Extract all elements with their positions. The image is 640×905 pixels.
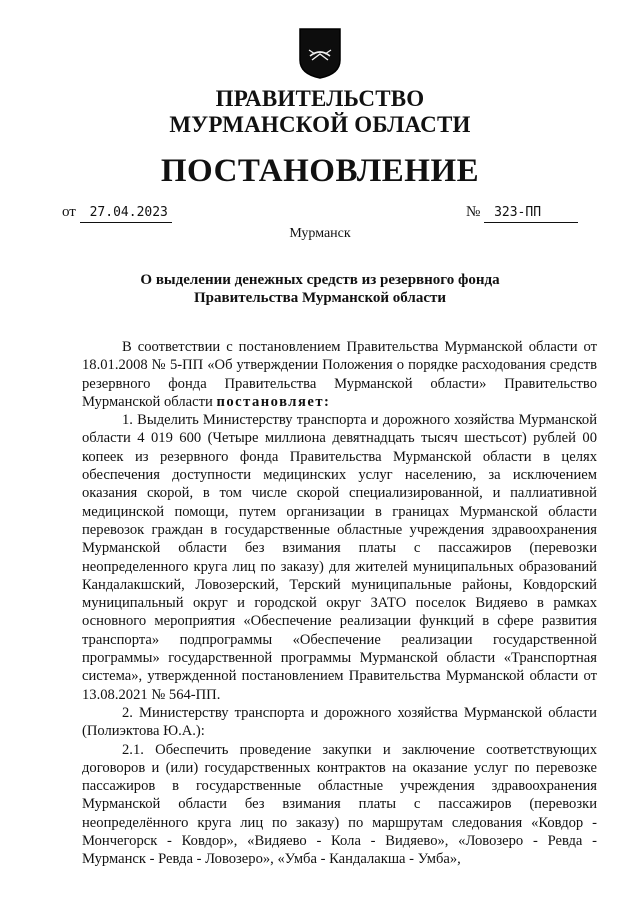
government-title-line1: ПРАВИТЕЛЬСТВО	[215, 86, 425, 111]
paragraph-2: 2. Министерству транспорта и дорожного хозяйства Мурманской области (Полиэктова Ю.А.):	[82, 704, 597, 740]
subject-line1: О выделении денежных средств из резервного фонда	[140, 272, 500, 288]
murmansk-coat-of-arms-icon	[297, 26, 343, 80]
decree-date	[62, 203, 172, 223]
number-prefix: №	[466, 204, 481, 220]
government-title	[0, 86, 640, 138]
intro-text: В соответствии с постановлением Правительства Мурманской области от 18.01.2008 № 5-ПП «Об утверждении Положения о порядке расходования средств резервного фонда Правительства Мурманской области» Правительство Мурманской области	[82, 339, 597, 410]
intro-keyword: постановляет:	[216, 393, 331, 410]
paragraph-1: 1. Выделить Министерству транспорта и дорожного хозяйства Мурманской области 4 019 600 (Четыре миллиона девятнадцать тысяч шестьсот) рублей 00 копеек из резервного фонда Правительства Мурманской области в целях обеспечения доступности медицинских услуг населению, за исключением оказания скорой, в том числе скорой специализированной, и паллиативной медицинской помощи, путем организации в границах Мурманской области перевозок граждан в государственные областные учреждения здравоохранения Мурманской области без взимания платы с пассажиров (перевозки неопределенного круга лиц по заказу) для жителей муниципальных образований Кандалакшский, Ловозерский, Терский муниципальные районы, Ковдорский муниципальный округ и городской округ ЗАТО поселок Видяево в рамках основного мероприятия «Обеспечение реализации функций в сфере развития транспорта» подпрограммы «Обеспечение реализации государственной программы» государственной программы Мурманской области «Транспортная система», утвержденной постановлением Правительства Мурманской области от 13.08.2021 № 564-ПП.	[82, 412, 597, 703]
decree-subject	[0, 271, 640, 307]
date-value: 27.04.2023	[80, 204, 172, 223]
document-type-title: ПОСТАНОВЛЕНИЕ	[160, 153, 480, 189]
decree-body	[82, 338, 597, 869]
number-value: 323-ПП	[484, 204, 578, 223]
decree-number	[466, 203, 578, 223]
city-name: Мурманск	[289, 226, 351, 241]
date-prefix: от	[62, 204, 76, 220]
intro-paragraph	[82, 338, 597, 411]
government-title-line2: МУРМАНСКОЙ ОБЛАСТИ	[169, 112, 471, 137]
subject-line2: Правительства Мурманской области	[193, 290, 447, 306]
paragraph-2-1: 2.1. Обеспечить проведение закупки и заключение соответствующих договоров и (или) государственных контрактов на оказание услуг по перевозке пассажиров в государственные областные учреждения здравоохранения Мурманской области без взимания платы с пассажиров (перевозки неопределённого круга лиц по заказу) по маршрутам следования «Ковдор - Мончегорск - Ковдор», «Видяево - Кола - Видяево», «Ловозеро - Ревда - Мурманск - Ревда - Ловозеро», «Умба - Кандалакша - Умба»,	[82, 741, 597, 868]
